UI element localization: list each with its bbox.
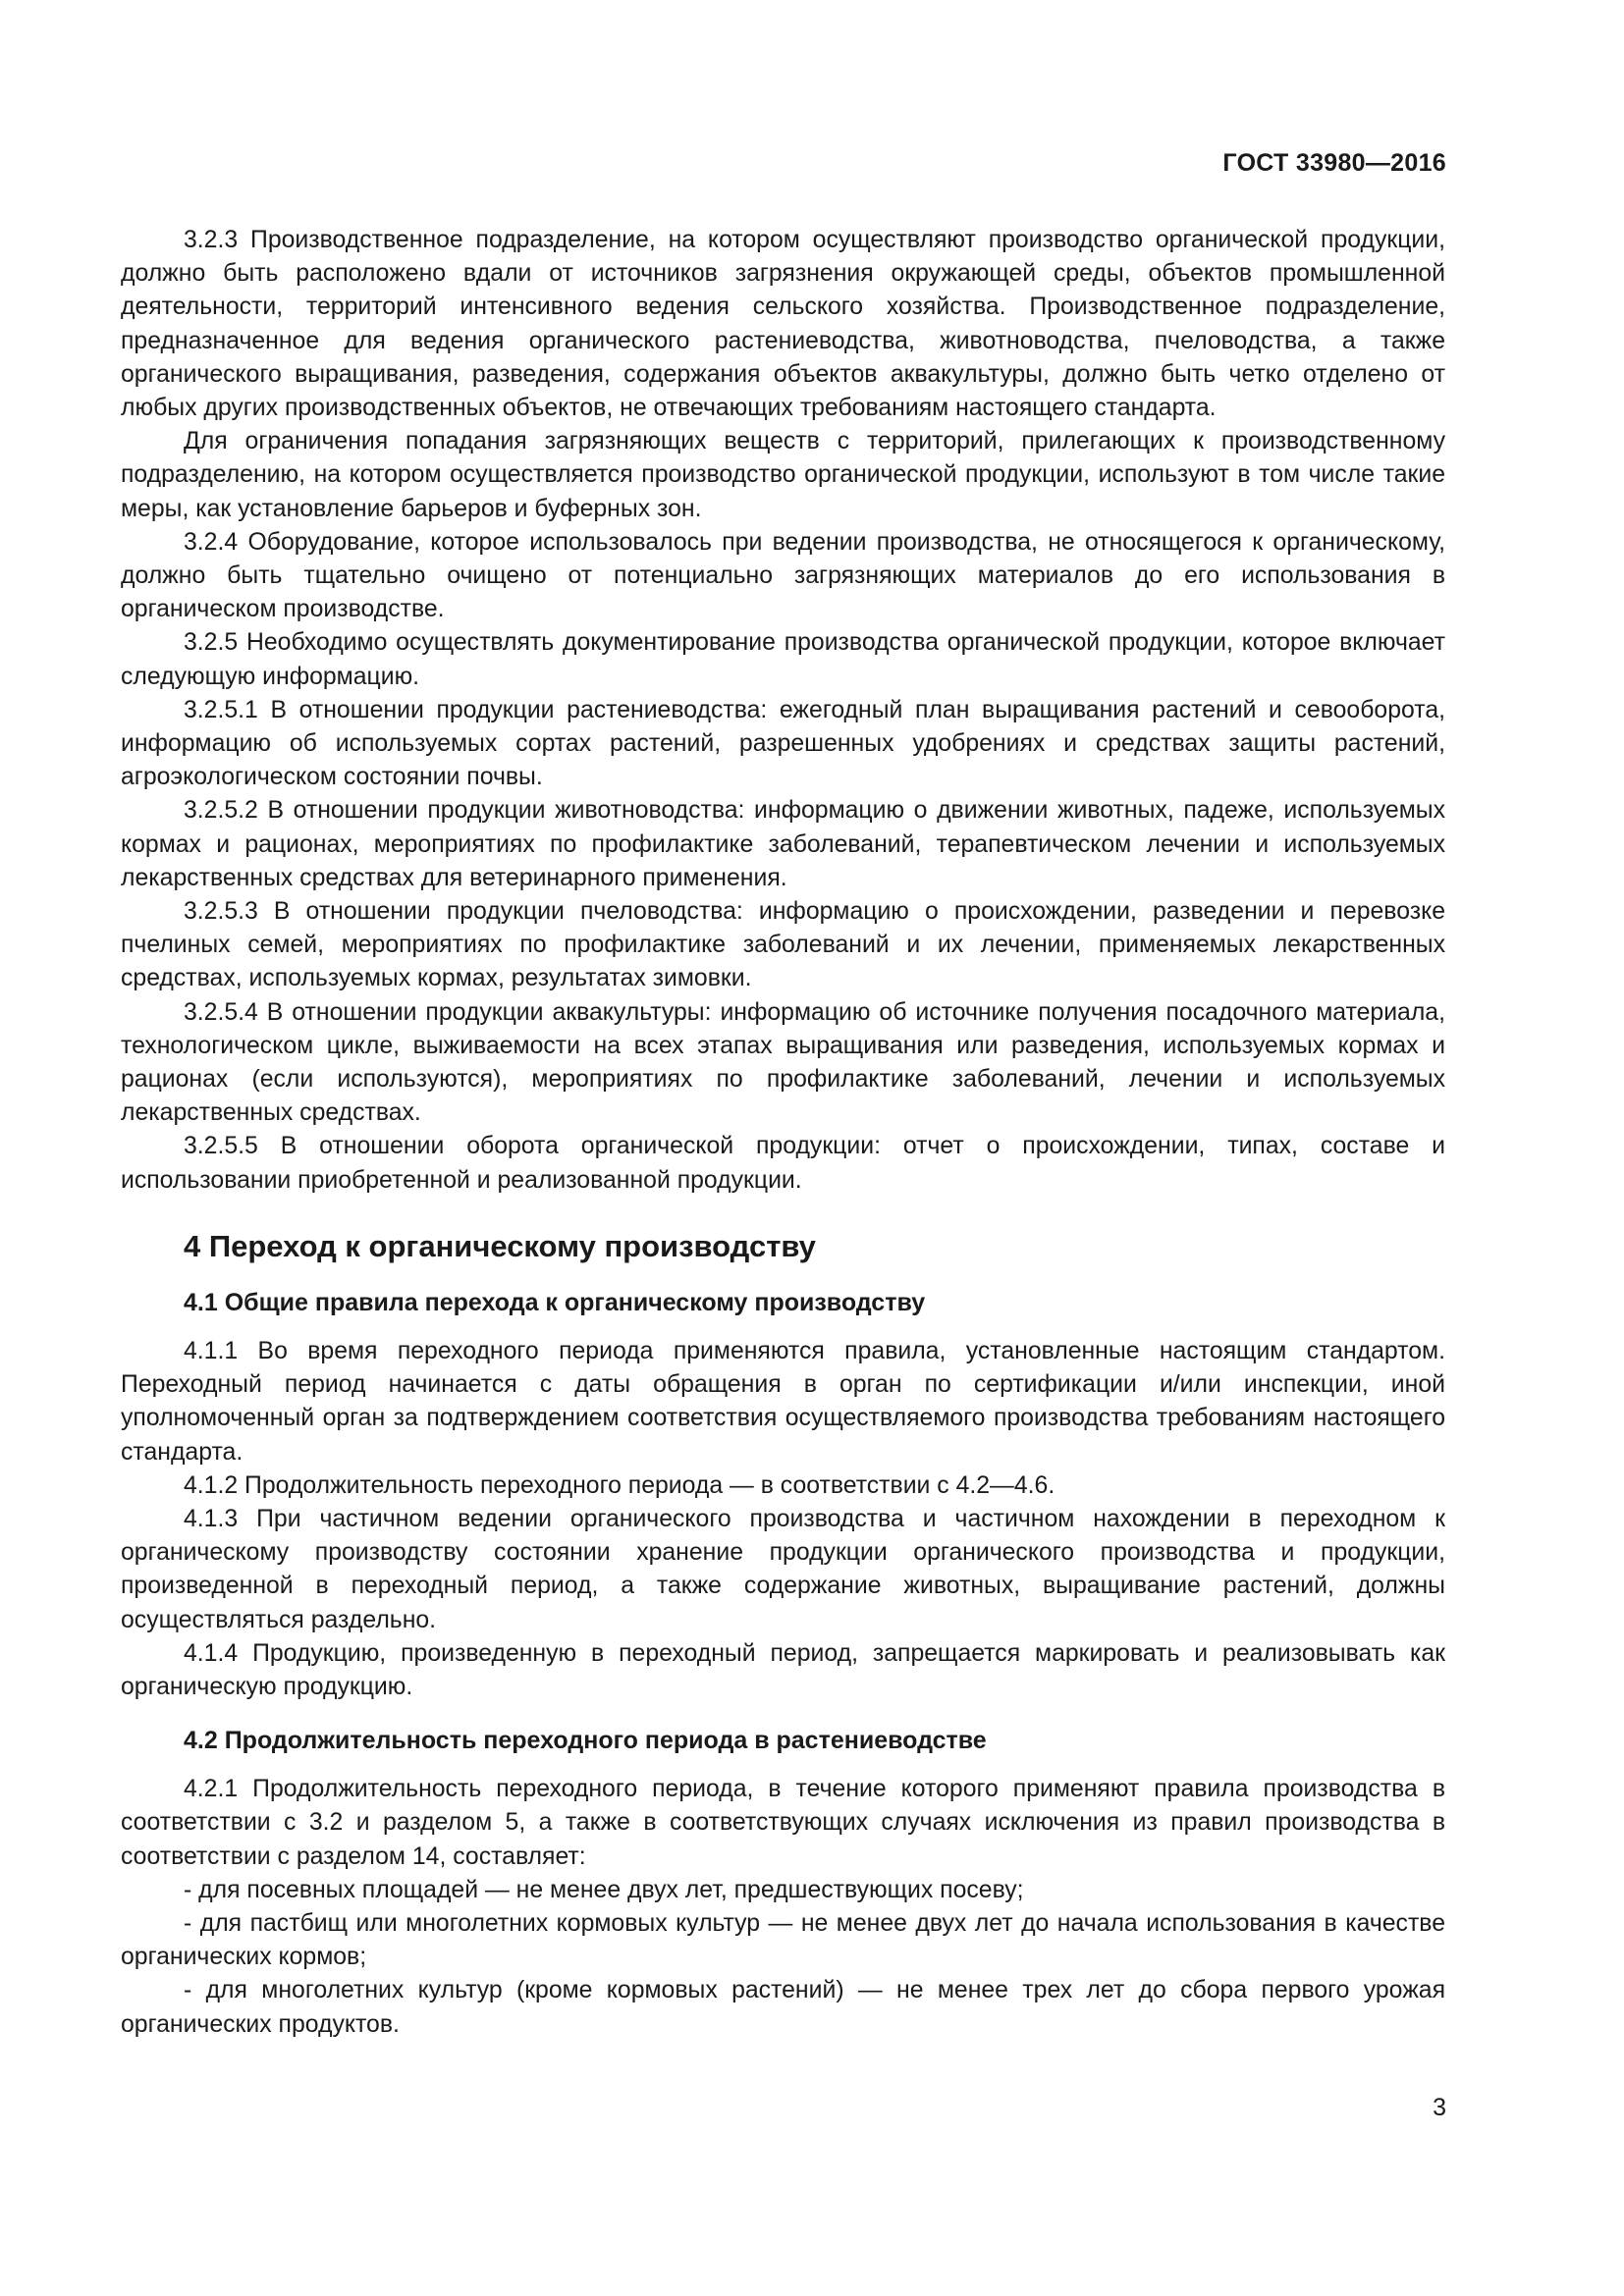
- page-body: [121, 224, 1445, 2042]
- paragraph-4-1-3: 4.1.3 При частичном ведении органического производства и частичном нахождении в переходном к органическому производству состоянии хранение продукции органического производства и продукции, произведенной в переходный период, а также содержание животных, выращивание растений, должны осуществляться раздельно.: [121, 1505, 1445, 1633]
- paragraph-4-1-4: 4.1.4 Продукцию, произведенную в переходный период, запрещается маркировать и реализовывать как органическую продукцию.: [121, 1639, 1445, 1700]
- document-code-header: ГОСТ 33980—2016: [1222, 149, 1446, 177]
- page-number: 3: [1433, 2094, 1446, 2121]
- paragraph-3-2-5-5: 3.2.5.5 В отношении оборота органической продукции: отчет о происхождении, типах, составе и использовании приобретенной и реализованной продукции.: [121, 1133, 1445, 1194]
- section-heading-4: 4 Переход к органическому производству: [184, 1228, 816, 1263]
- paragraph-3-2-5: 3.2.5 Необходимо осуществлять документирование производства органической продукции, которое включает следующую информацию.: [121, 629, 1445, 690]
- paragraph-3-2-5-3: 3.2.5.3 В отношении продукции пчеловодства: информацию о происхождении, разведении и перевозке пчелиных семей, мероприятиях по профилактике заболеваний и их лечении, применяемых лекарственных средствах, используемых кормах, результатах зимовки.: [121, 898, 1445, 992]
- paragraph-barriers: Для ограничения попадания загрязняющих веществ с территорий, прилегающих к производственному подразделению, на котором осуществляется производство органической продукции, используют в том числе такие меры, как установление барьеров и буферных зон.: [121, 428, 1445, 522]
- paragraph-3-2-5-2: 3.2.5.2 В отношении продукции животноводства: информацию о движении животных, падеже, используемых кормах и рационах, мероприятиях по профилактике заболеваний, терапевтическом лечении и используемых лекарственных средствах для ветеринарного применения.: [121, 797, 1445, 891]
- list-item-sown-areas: - для посевных площадей — не менее двух лет, предшествующих посеву;: [184, 1876, 1024, 1903]
- paragraph-3-2-5-1: 3.2.5.1 В отношении продукции растениеводства: ежегодный план выращивания растений и севооборота, информацию об используемых сортах растений, разрешенных удобрениях и средствах защиты растений, агроэкологическом состоянии почвы.: [121, 696, 1445, 791]
- paragraph-3-2-3: 3.2.3 Производственное подразделение, на котором осуществляют производство органической продукции, должно быть расположено вдали от источников загрязнения окружающей среды, объектов промышленной деятельности, территорий интенсивного ведения сельского хозяйства. Производственное подразделение, предназначенное для ведения органического растениеводства, животноводства, пчеловодства, а также органического выращивания, разведения, содержания объектов аквакультуры, должно быть четко отделено от любых других производственных объектов, не отвечающих требованиям настоящего стандарта.: [121, 227, 1445, 422]
- paragraph-4-1-1: 4.1.1 Во время переходного периода применяются правила, установленные настоящим стандартом. Переходный период начинается с даты обращения в орган по сертификации и/или инспекции, иной уполномоченный орган за подтверждением соответствия осуществляемого производства требованиям настоящего стандарта.: [121, 1337, 1445, 1466]
- list-item-perennials: - для многолетних культур (кроме кормовых растений) — не менее трех лет до сбора первого урожая органических продуктов.: [121, 1977, 1445, 2038]
- subsection-heading-4-1: 4.1 Общие правила перехода к органическому производству: [184, 1288, 926, 1316]
- list-item-pastures: - для пастбищ или многолетних кормовых культур — не менее двух лет до начала использования в качестве органических кормов;: [121, 1909, 1445, 1971]
- paragraph-3-2-5-4: 3.2.5.4 В отношении продукции аквакультуры: информацию об источнике получения посадочного материала, технологическом цикле, выживаемости на всех этапах выращивания или разведения, используемых кормах и рационах (если используются), мероприятиях по профилактике заболеваний, лечении и используемых лекарственных средствах.: [121, 998, 1445, 1127]
- paragraph-4-2-1: 4.2.1 Продолжительность переходного периода, в течение которого применяют правила производства в соответствии с 3.2 и разделом 5, а также в соответствующих случаях исключения из правил производства в соответствии с разделом 14, составляет:: [121, 1776, 1445, 1870]
- paragraph-4-1-2: 4.1.2 Продолжительность переходного периода — в соответствии с 4.2—4.6.: [184, 1471, 1056, 1499]
- paragraph-3-2-4: 3.2.4 Оборудование, которое использовалось при ведении производства, не относящегося к органическому, должно быть тщательно очищено от потенциально загрязняющих материалов до его использования в органическом производстве.: [121, 528, 1445, 623]
- subsection-heading-4-2: 4.2 Продолжительность переходного периода в растениеводстве: [184, 1727, 987, 1755]
